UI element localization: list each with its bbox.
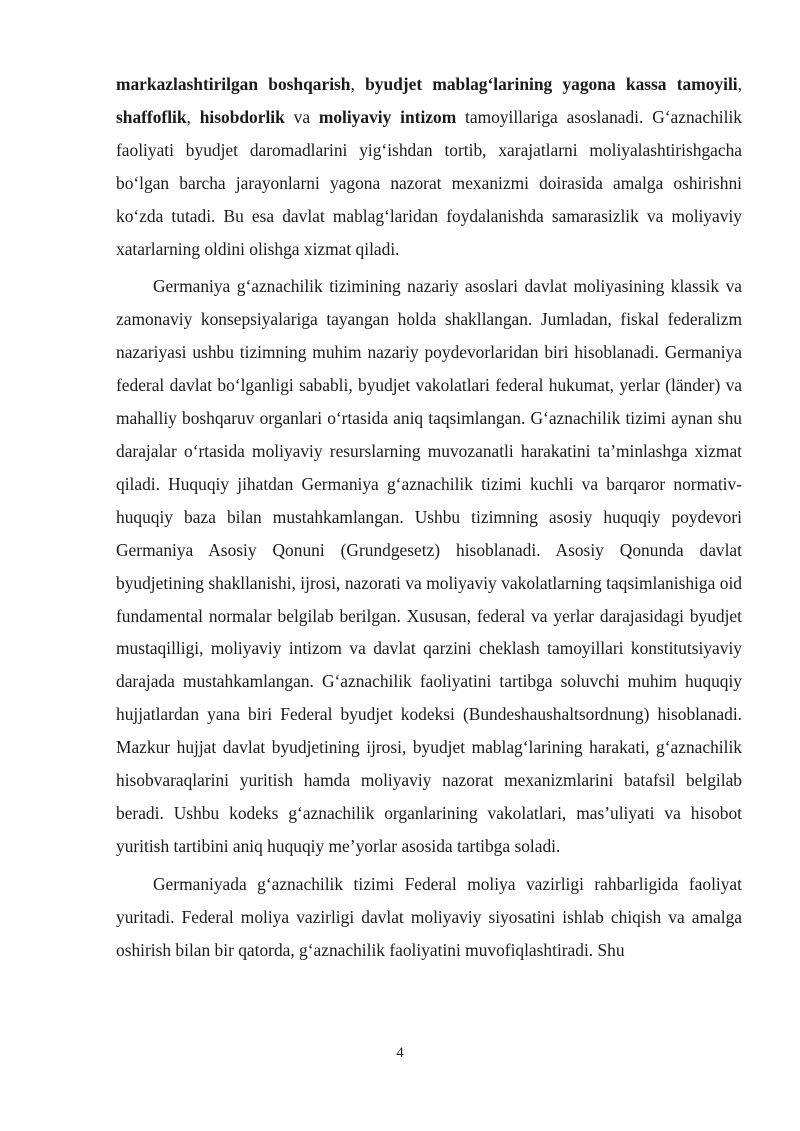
- bold-term: moliyaviy intizom: [318, 106, 457, 127]
- paragraph-3: [116, 868, 742, 967]
- bold-term: byudjet mablag‘larining yagona kassa tamoyili: [365, 74, 738, 94]
- page-body: [116, 68, 742, 971]
- text-run: Germaniya g‘aznachilik tizimining nazariy asoslari davlat moliyasining klassik va zamonaviy konsepsiyalariga tayangan holda shakllangan. Jumladan, fiskal federalizm nazariyasi ushbu tizimning muhim nazariy poydevorlaridan biri hisoblanadi. Germaniya federal davlat bo‘lganligi sababli, byudjet vakolatlari federal hukumat, yerlar (länder) va mahalliy boshqaruv organlari o‘rtasida aniq taqsimlangan. G‘aznachilik tizimi aynan shu darajalar o‘rtasida moliyaviy resurslarning muvozanatli harakatini ta’minlashga xizmat qiladi. Huquqiy jihatdan Germaniya g‘aznachilik tizimi kuchli va barqaror normativ-huquqiy baza bilan mustahkamlangan. Ushbu tizimning asosiy huquqiy poydevori Germaniya Asosiy Qonuni (Grundgesetz) hisoblanadi. Asosiy Qonunda davlat byudjetining shakllanishi, ijrosi, nazorati va moliyaviy vakolatlarning taqsimlanishiga oid fundamental normalar belgilab berilgan. Xususan, federal va yerlar darajasidagi byudjet mustaqilligi, moliyaviy intizom va davlat qarzini cheklash tamoyillari konstitutsiyaviy darajada mustahkamlangan. G‘aznachilik faoliyatini tartibga soluvchi muhim huquqiy hujjatlardan yana biri Federal byudjet kodeksi (Bundeshaushaltsordnung) hisoblanadi. Mazkur hujjat davlat byudjetining ijrosi, byudjet mablag‘larining harakati, g‘aznachilik hisobvaraqlarini yuritish hamda moliyaviy nazorat mexanizmlarini batafsil belgilab beradi. Ushbu kodeks g‘aznachilik organlarining vakolatlari, mas’uliyati va hisobot yuritish tartibini aniq huquqiy me’yorlar asosida tartibga soladi.: [116, 276, 742, 856]
- text-run: ,: [350, 74, 366, 94]
- text-run: ,: [186, 106, 200, 127]
- bold-term: shaffoflik: [116, 106, 187, 127]
- bold-term: markazlashtirilgan boshqarish: [116, 74, 351, 94]
- text-run: va: [284, 106, 319, 127]
- text-run: tamoyillariga asoslanadi. G‘aznachilik faoliyati byudjet daromadlarini yig‘ishdan tortib, xarajatlarni moliyalashtirishgacha bo‘lgan barcha jarayonlarni yagona nazorat mexanizmi doirasida amalga oshirishni ko‘zda tutadi. Bu esa davlat mablag‘laridan foydalanishda samarasizlik va moliyaviy xatarlarning oldini olishga xizmat qiladi.: [116, 106, 742, 259]
- bold-term: hisobdorlik: [199, 106, 285, 127]
- paragraph-2: [116, 270, 742, 862]
- text-run: Germaniyada g‘aznachilik tizimi Federal moliya vazirligi rahbarligida faoliyat yuritadi. Federal moliya vazirligi davlat moliyaviy siyosatini ishlab chiqish va amalga oshirish bilan bir qatorda, g‘aznachilik faoliyatini muvofiqlashtiradi. Shu: [116, 873, 742, 960]
- page-number: 4: [396, 1045, 404, 1061]
- paragraph-1: [116, 68, 742, 265]
- text-run: ,: [737, 74, 742, 94]
